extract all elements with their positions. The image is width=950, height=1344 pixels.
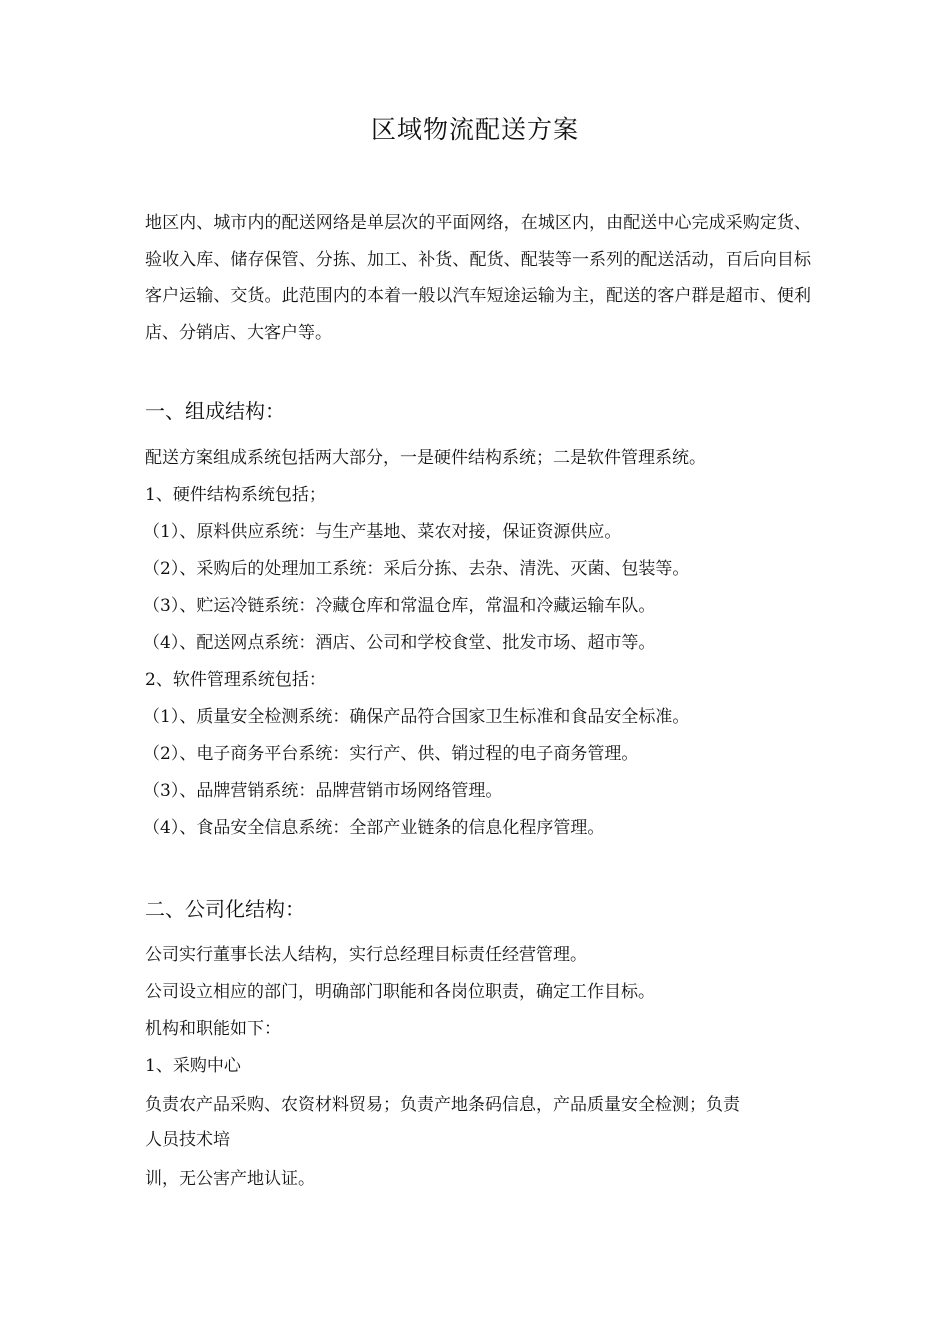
software-item: （3）、品牌营销系统：品牌营销市场网络管理。 <box>143 781 503 801</box>
purchase-center-desc: 训，无公害产地认证。 <box>145 1169 315 1189</box>
hardware-item: （4）、配送网点系统：酒店、公司和学校食堂、批发市场、超市等。 <box>143 633 656 653</box>
software-item: （4）、食品安全信息系统：全部产业链条的信息化程序管理。 <box>143 818 605 838</box>
software-title: 2、软件管理系统包括： <box>145 670 326 690</box>
intro-text: 地区内、城市内的配送网络是单层次的平面网络，在城区内，由配送中心完成采购定货、验收入库、储存保管、分拣、加工、补货、配货、配装等一系列的配送活动，百后向目标客户运输、交货。此范围内的本着一般以汽车短途运输为主，配送的客户群是超市、便利店、分销店、大客户等。 <box>145 213 811 343</box>
hardware-item: （2）、采购后的处理加工系统：采后分拣、去杂、清洗、灭菌、包装等。 <box>143 559 690 579</box>
intro-paragraph <box>145 205 811 351</box>
section-heading-corporate: 二、公司化结构： <box>145 897 305 921</box>
hardware-item: （3）、贮运冷链系统：冷藏仓库和常温仓库，常温和冷藏运输车队。 <box>143 596 656 616</box>
purchase-center-desc: 负责农产品采购、农资材料贸易；负责产地条码信息，产品质量安全检测；负责 <box>145 1095 740 1115</box>
purchase-center-desc: 人员技术培 <box>145 1130 230 1150</box>
corporate-line: 公司实行董事长法人结构，实行总经理目标责任经营管理。 <box>145 945 587 965</box>
hardware-item: （1）、原料供应系统：与生产基地、菜农对接，保证资源供应。 <box>143 522 622 542</box>
document-title: 区域物流配送方案 <box>370 115 579 144</box>
composition-summary: 配送方案组成系统包括两大部分，一是硬件结构系统；二是软件管理系统。 <box>145 448 706 468</box>
software-item: （1）、质量安全检测系统：确保产品符合国家卫生标准和食品安全标准。 <box>143 707 690 727</box>
hardware-title: 1、硬件结构系统包括； <box>145 485 326 505</box>
software-item: （2）、电子商务平台系统：实行产、供、销过程的电子商务管理。 <box>143 744 639 764</box>
section-heading-composition: 一、组成结构： <box>145 399 285 423</box>
corporate-line: 机构和职能如下： <box>145 1019 281 1039</box>
purchase-center-title: 1、采购中心 <box>145 1056 241 1076</box>
corporate-line: 公司设立相应的部门，明确部门职能和各岗位职责，确定工作目标。 <box>145 982 655 1002</box>
